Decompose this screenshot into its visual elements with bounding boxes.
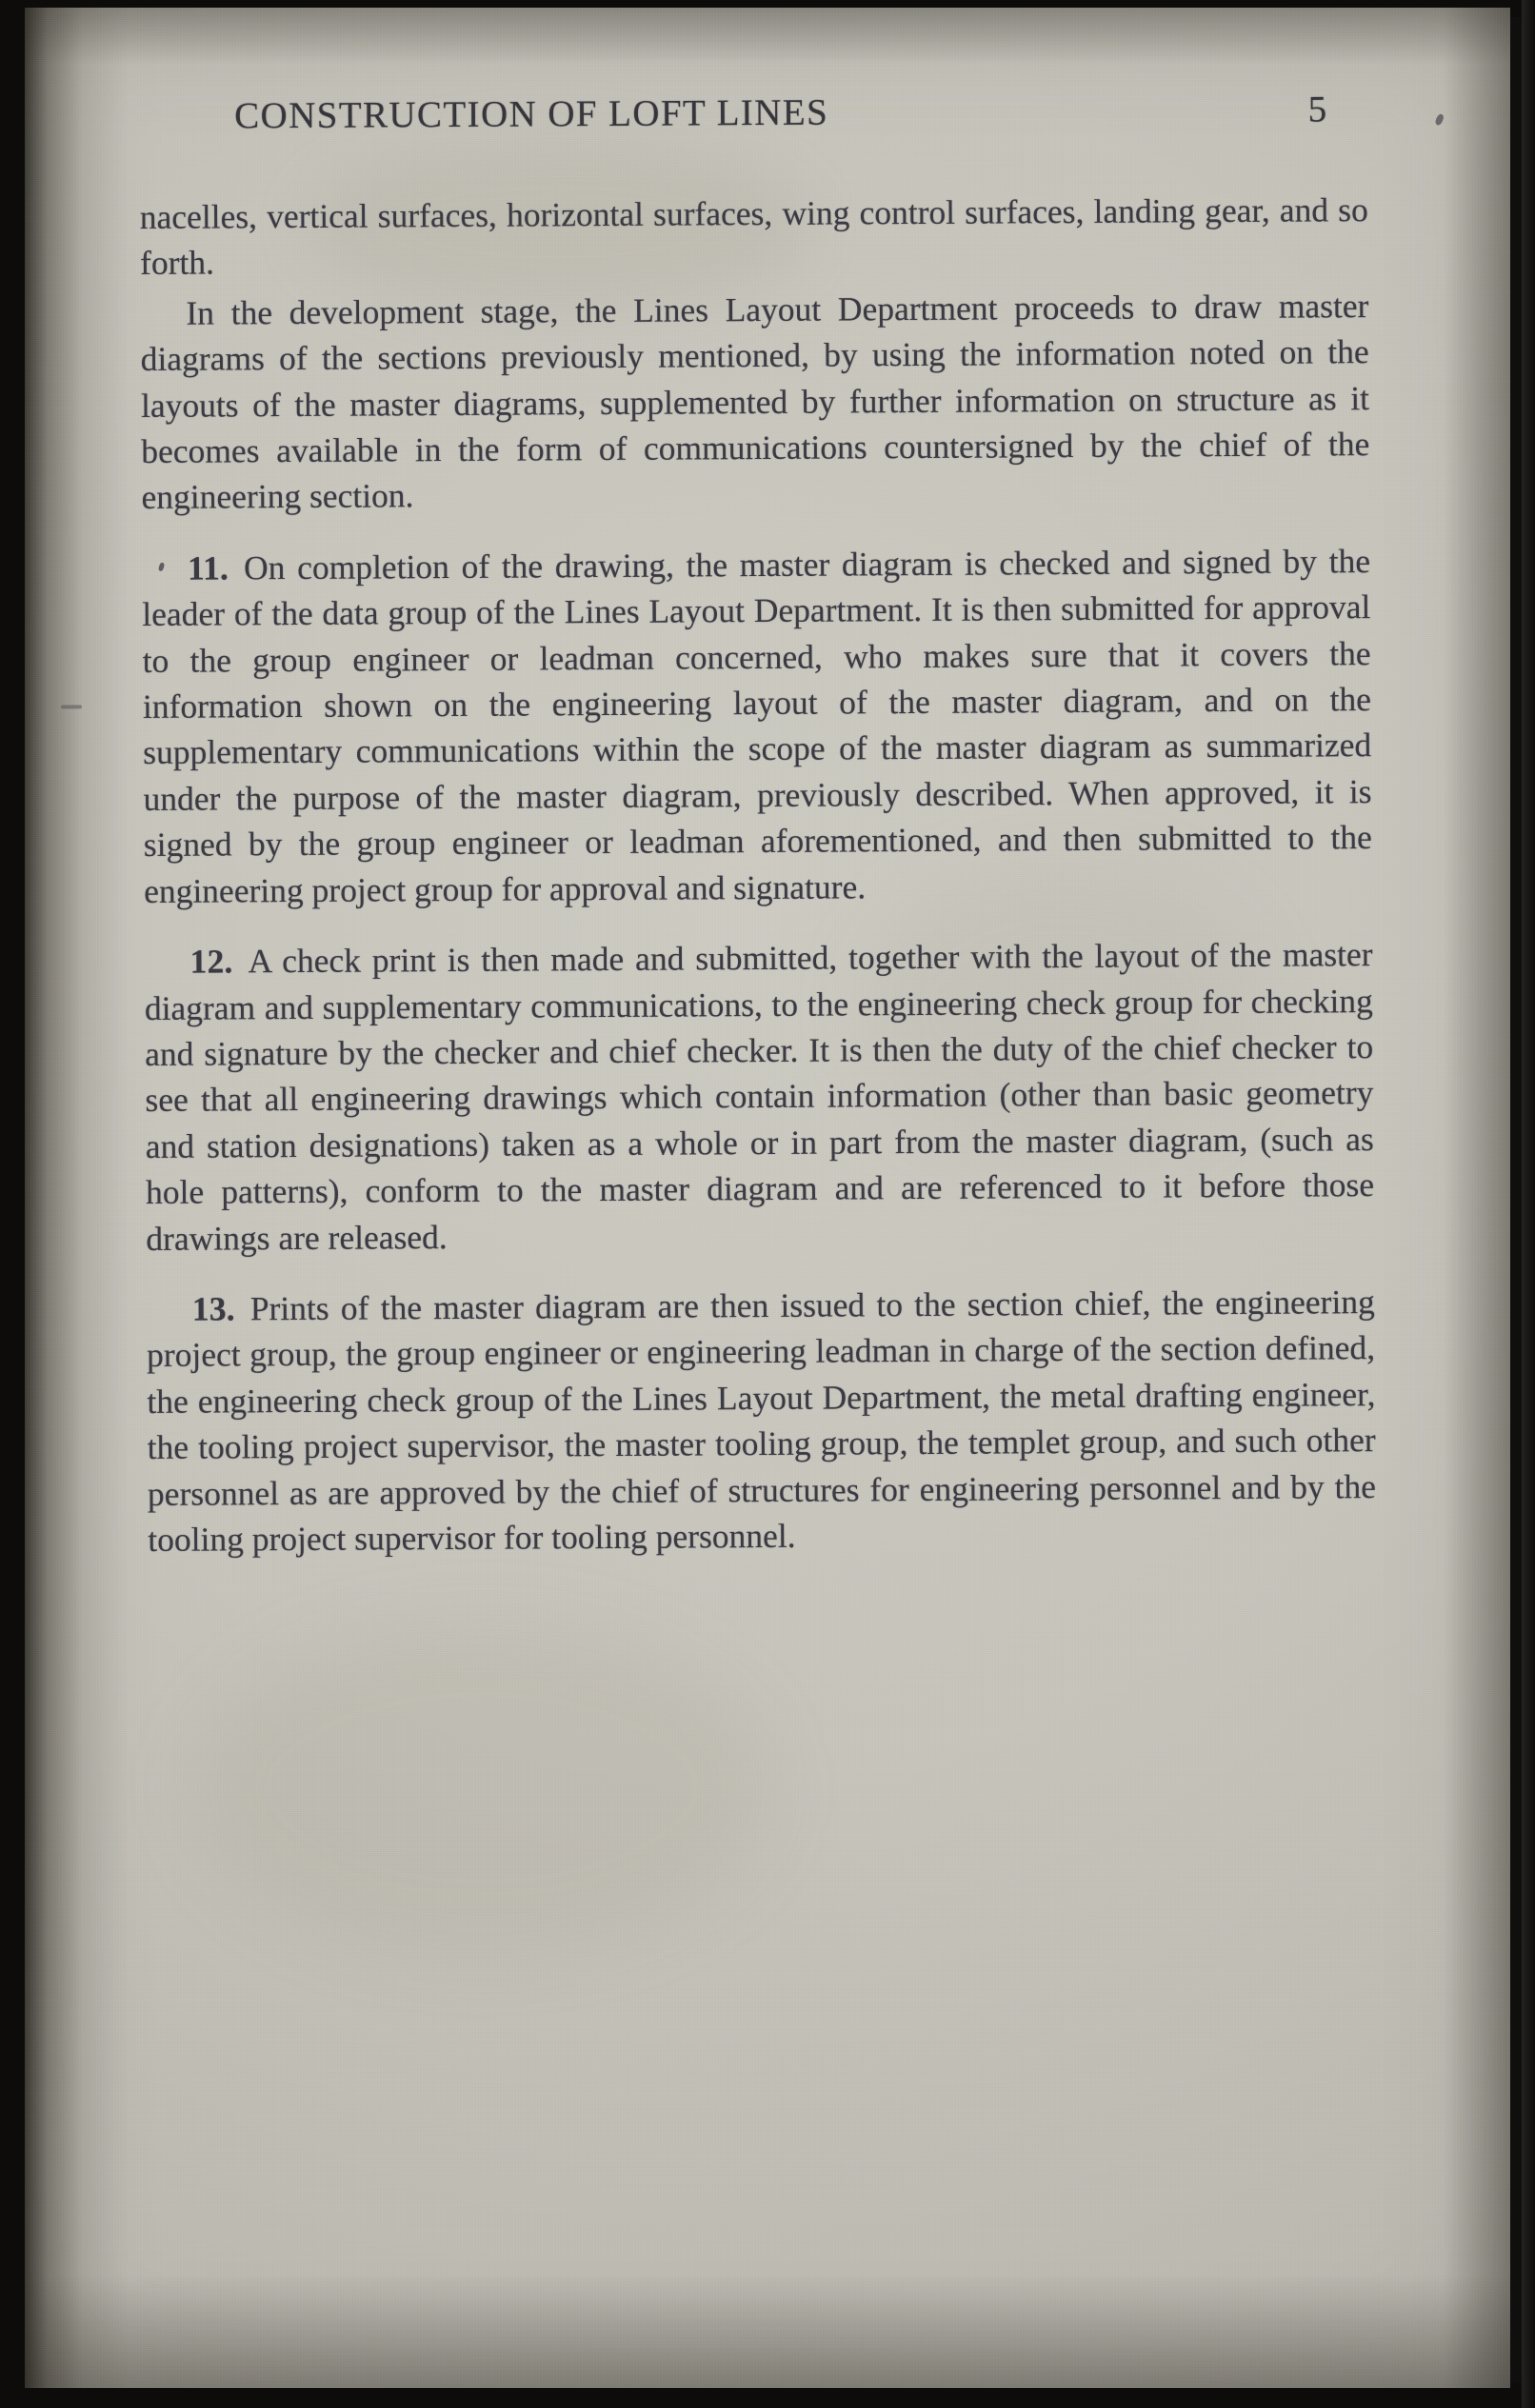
page-edge-shadow-right — [1444, 8, 1510, 2388]
body-copy — [140, 187, 1377, 1562]
ink-speck — [1434, 113, 1445, 127]
paragraph-numbered — [147, 1279, 1377, 1562]
scan-border-left — [0, 0, 25, 2408]
paragraph-text: A check print is then made and submitted, together with the layout of the master diagram and supplementary communications, to the engineering check group for checking and signature by the checker and chief checker. It is then the duty of the chief checker to see that all engineering drawings which contain information (other than basic geometry and station designations) taken as a whole or in part from the master diagram, (such as hole patterns), conform to the master diagram and are referenced to it before those drawings are released. — [144, 935, 1375, 1258]
page-number: 5 — [1307, 89, 1327, 130]
book-page — [25, 8, 1510, 2388]
page-edge-shadow-top — [25, 8, 1510, 65]
ink-speck — [158, 562, 165, 571]
paragraph-number: 13. — [191, 1289, 235, 1328]
paragraph-text: In the development stage, the Lines Layout Department proceeds to draw master diagrams of the sections previously mentioned, by using the information noted on the layouts of the master diagrams, supplemented by further information on structure as it becomes available in the form of communications countersigned by the chief of the engineering section. — [140, 286, 1370, 517]
paragraph — [140, 283, 1369, 521]
paper-blotch — [196, 1626, 768, 1950]
paragraph-numbered — [142, 538, 1372, 914]
running-head — [139, 88, 1382, 162]
paragraph-number: 12. — [189, 942, 233, 981]
page-edge-shadow-bottom — [25, 2274, 1510, 2388]
paragraph-text: nacelles, vertical surfaces, horizontal surfaces, wing control surfaces, landing gear, and so forth. — [139, 190, 1368, 283]
paragraph — [140, 187, 1369, 287]
paragraph-number: 11. — [187, 548, 229, 587]
margin-mark — [61, 705, 82, 708]
scan-border-right — [1522, 0, 1535, 2408]
paragraph-text: Prints of the master diagram are then issued to the section chief, the engineering project group, the group engineer or engineering leadman in charge of the section defined, the engineering check group of the Lines Layout Department, the metal drafting engineer, the tooling project supervisor, the master tooling group, the templet group, and such other personnel as are approved by the chief of structures for engineering personnel and by the tooling project supervisor for tooling personnel. — [146, 1283, 1377, 1559]
page-title: CONSTRUCTION OF LOFT LINES — [234, 91, 829, 137]
text-block — [139, 88, 1390, 1566]
paragraph-numbered — [144, 931, 1374, 1262]
paragraph-text: On completion of the drawing, the master diagram is checked and signed by the leader of the data group of the Lines Layout Department. It is then submitted for approval to the group engineer or leadman concerned, who makes sure that it covers the information shown on the engineering layout of the master diagram, and on the supplementary communications within the scope of the master diagram as summarized under the purpose of the master diagram, previously described. When approved, it is signed by the group engineer or leadman aforementioned, and then submitted to the engineering project group for approval and signature. — [142, 541, 1372, 910]
gutter-shadow — [25, 8, 130, 2388]
